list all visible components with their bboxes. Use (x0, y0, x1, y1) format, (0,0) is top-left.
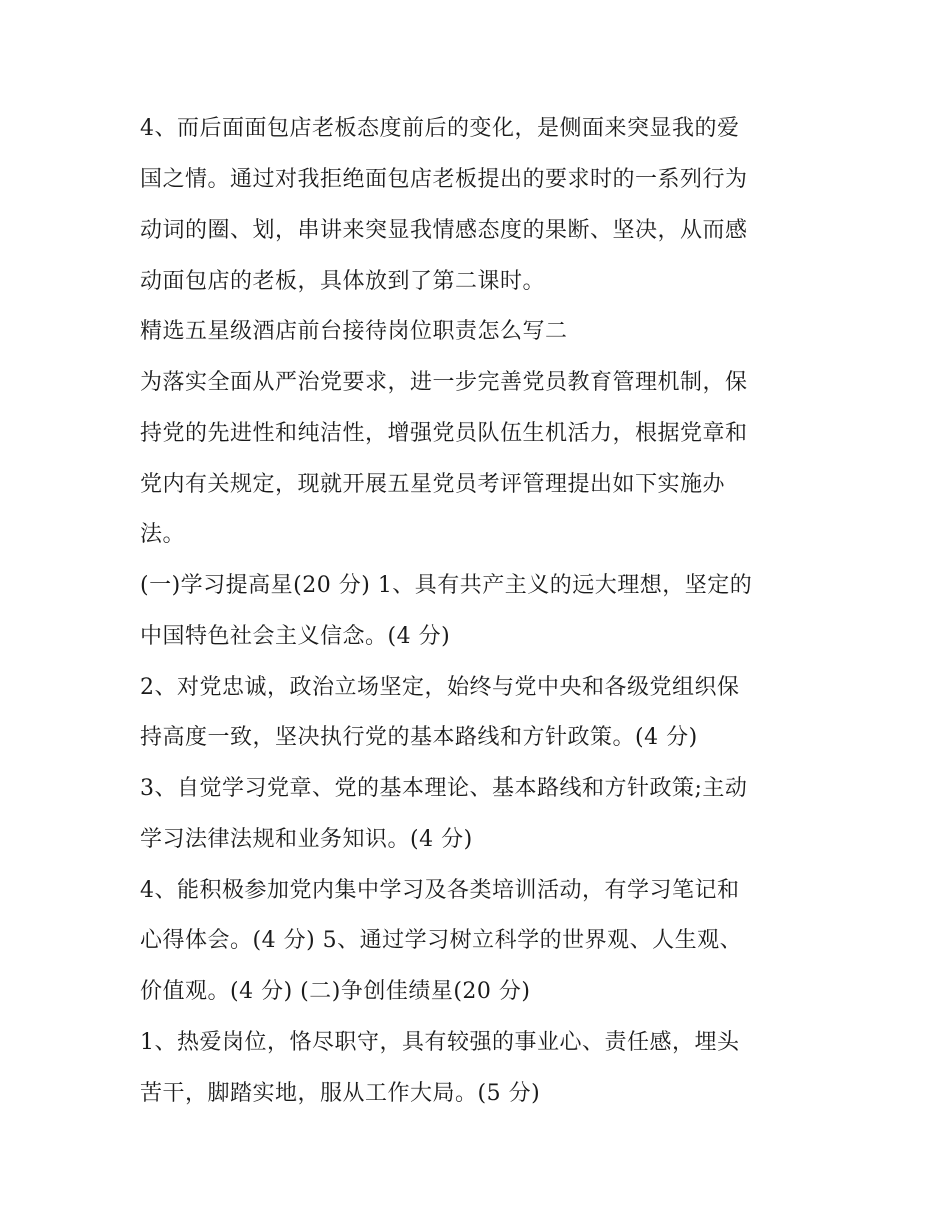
text-line: 1、热爱岗位，恪尽职守，具有较强的事业心、责任感，埋头 (140, 1030, 740, 1055)
text-line: 2、对党忠诚，政治立场坚定，始终与党中央和各级党组织保 (140, 675, 740, 700)
text-line: 动面包店的老板，具体放到了第二课时。 (140, 269, 546, 294)
text-line: 动词的圈、划，串讲来突显我情感态度的果断、坚决，从而感 (140, 218, 748, 243)
text-line: 3、自觉学习党章、党的基本理论、基本路线和方针政策;主动 (140, 776, 748, 801)
text-line: (一)学习提高星(20 分) 1、具有共产主义的远大理想，坚定的 (140, 573, 753, 598)
text-line: 持党的先进性和纯洁性，增强党员队伍生机活力，根据党章和 (140, 421, 748, 446)
text-line: 价值观。(4 分) (二)争创佳绩星(20 分) (140, 979, 531, 1004)
section-heading: 精选五星级酒店前台接待岗位职责怎么写二 (140, 319, 568, 344)
text-line: 为落实全面从严治党要求，进一步完善党员教育管理机制，保 (140, 370, 748, 395)
text-line: 持高度一致，坚决执行党的基本路线和方针政策。(4 分) (140, 725, 698, 750)
text-line: 心得体会。(4 分) 5、通过学习树立科学的世界观、人生观、 (140, 928, 743, 953)
text-line: 党内有关规定，现就开展五星党员考评管理提出如下实施办 (140, 472, 726, 497)
text-line: 4、而后面面包店老板态度前后的变化，是侧面来突显我的爱 (140, 116, 740, 141)
text-line: 4、能积极参加党内集中学习及各类培训活动，有学习笔记和 (140, 878, 740, 903)
text-line: 学习法律法规和业务知识。(4 分) (140, 827, 473, 852)
text-line: 中国特色社会主义信念。(4 分) (140, 624, 451, 649)
text-line: 苦干，脚踏实地，服从工作大局。(5 分) (140, 1081, 541, 1106)
text-line: 法。 (140, 522, 186, 547)
text-line: 国之情。通过对我拒绝面包店老板提出的要求时的一系列行为 (140, 167, 748, 192)
